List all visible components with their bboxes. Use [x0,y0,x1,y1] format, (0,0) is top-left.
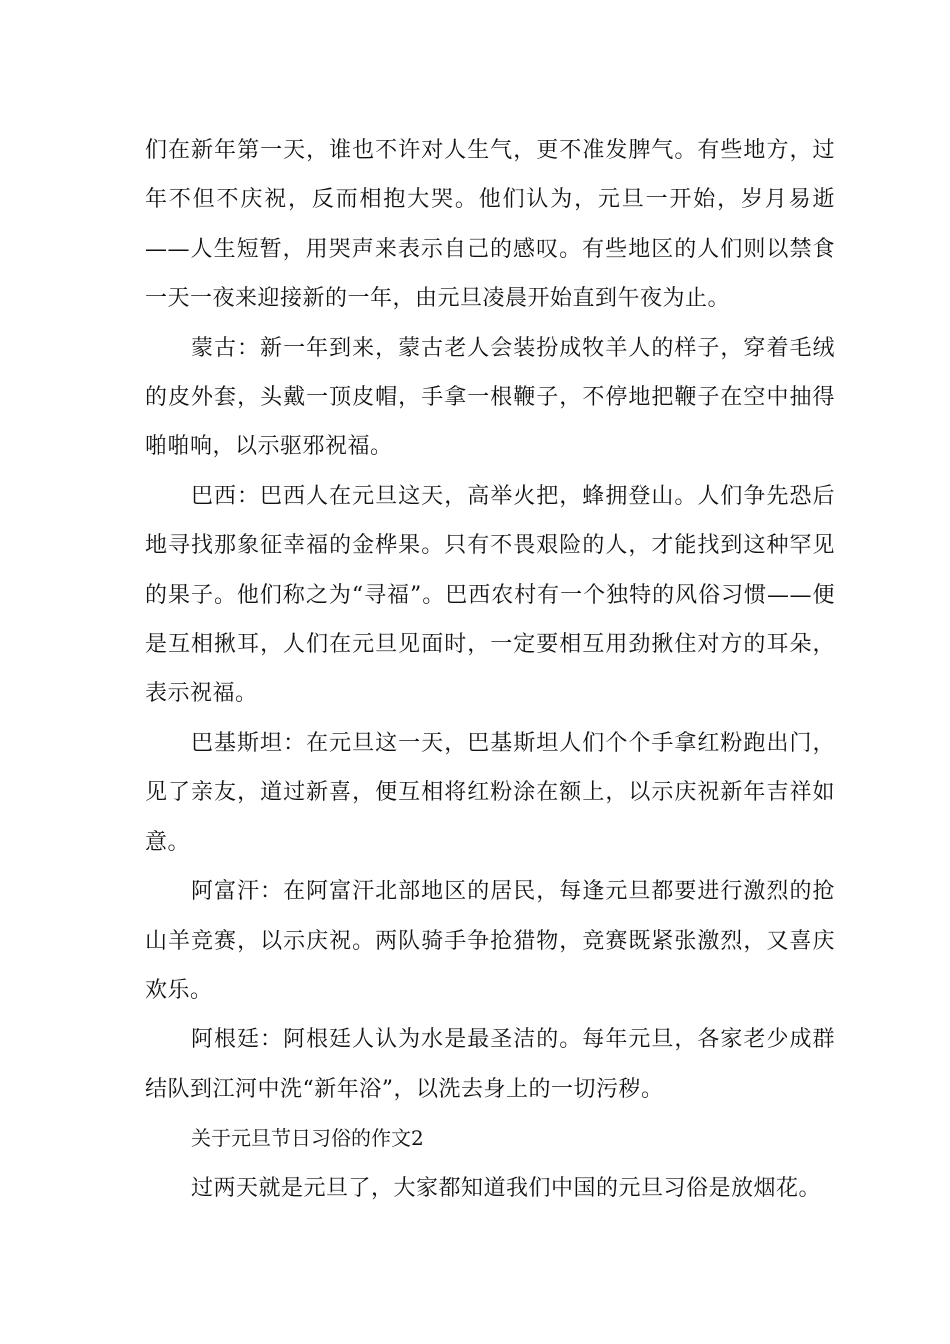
paragraph-new-year-fireworks: 过两天就是元旦了，大家都知道我们中国的元旦习俗是放烟花。 [191,1175,822,1201]
paragraph-pakistan: 巴基斯坦：在元旦这一天，巴基斯坦人们个个手拿红粉跑出门，见了亲友，道过新喜，便互相将红粉涂在额上，以示庆祝新年吉祥如意。 [145,730,835,855]
paragraph-continuation: 们在新年第一天，谁也不许对人生气，更不准发脾气。有些地方，过年不但不庆祝，反而相抱大哭。他们认为，元旦一开始，岁月易逝——人生短暂，用哭声来表示自己的感叹。有些地区的人们则以禁食一天一夜来迎接新的一年，由元旦凌晨开始直到午夜为止。 [145,138,835,312]
paragraph-argentina: 阿根廷：阿根廷人认为水是最圣洁的。每年元旦，各家老少成群结队到江河中洗“新年浴”，以洗去身上的一切污秽。 [145,1027,835,1102]
paragraph-afghanistan: 阿富汗：在阿富汗北部地区的居民，每逢元旦都要进行激烈的抢山羊竞赛，以示庆祝。两队骑手争抢猎物，竞赛既紧张激烈，又喜庆欢乐。 [145,879,835,1003]
paragraph-mongolia: 蒙古：新一年到来，蒙古老人会装扮成牧羊人的样子，穿着毛绒的皮外套，头戴一顶皮帽，手拿一根鞭子，不停地把鞭子在空中抽得啪啪响，以示驱邪祝福。 [145,335,835,460]
section-heading: 关于元旦节日习俗的作文2 [191,1126,424,1151]
paragraph-brazil: 巴西：巴西人在元旦这天，高举火把，蜂拥登山。人们争先恐后地寻找那象征幸福的金桦果。只有不畏艰险的人，才能找到这种罕见的果子。他们称之为“寻福”。巴西农村有一个独特的风俗习惯——便是互相揪耳，人们在元旦见面时，一定要相互用劲揪住对方的耳朵，表示祝福。 [145,483,835,707]
document-body [145,126,835,1213]
